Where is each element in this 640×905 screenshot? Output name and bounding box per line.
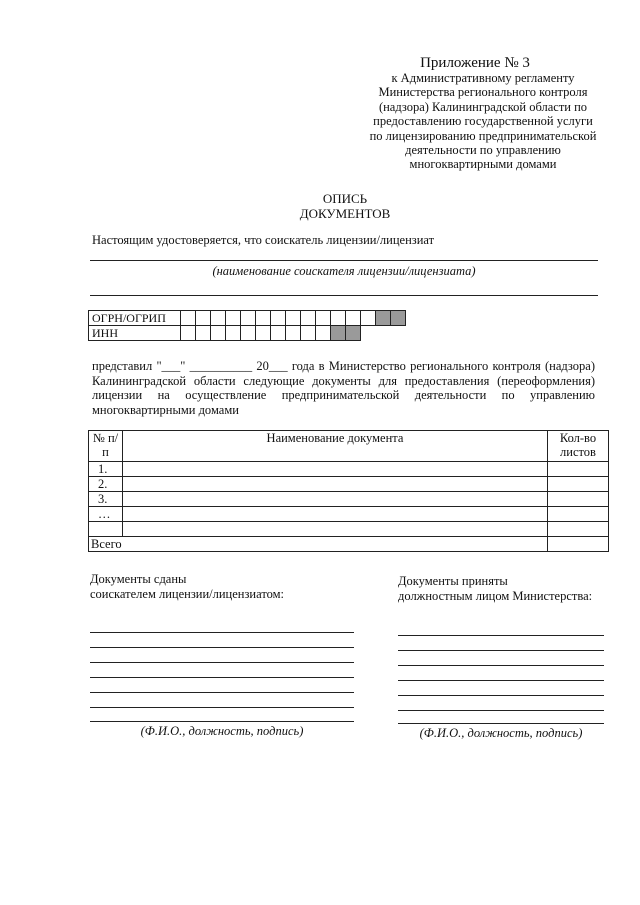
row-number: 3. <box>89 492 123 507</box>
row-sheet-count[interactable] <box>548 477 609 492</box>
table-header <box>89 431 609 462</box>
row-number: 1. <box>89 462 123 477</box>
inn-row <box>89 326 406 341</box>
right-signature-line[interactable] <box>398 695 604 696</box>
right-signature-line2: должностным лицом Министерства: <box>398 589 593 603</box>
row-doc-name[interactable] <box>123 522 548 537</box>
applicant-caption: (наименование соискателя лицензии/лицензиата) <box>212 264 476 278</box>
right-signature-line1: Документы приняты <box>398 574 508 588</box>
right-signature-line[interactable] <box>398 723 604 724</box>
total-label: Всего <box>89 537 548 552</box>
appendix-line: деятельности по управлению <box>405 143 561 158</box>
row-doc-name[interactable] <box>123 492 548 507</box>
inn-cell[interactable] <box>316 326 331 341</box>
right-signature-heading <box>398 574 592 604</box>
inn-cell-shaded[interactable] <box>346 326 361 341</box>
intro-text: Настоящим удостоверяется, что соискатель лицензии/лицензиат <box>92 233 435 247</box>
right-signature-line[interactable] <box>398 680 604 681</box>
table-row <box>89 477 609 492</box>
left-signature-line[interactable] <box>90 647 354 648</box>
ogrn-cell[interactable] <box>226 311 241 326</box>
ogrn-cell-shaded[interactable] <box>391 311 406 326</box>
table-row <box>89 462 609 477</box>
ogrn-cell[interactable] <box>346 311 361 326</box>
ogrn-cell[interactable] <box>181 311 196 326</box>
inn-label: ИНН <box>89 326 181 341</box>
header-num: № п/п <box>89 431 123 462</box>
left-signature-line[interactable] <box>90 707 354 708</box>
left-signature-line[interactable] <box>90 662 354 663</box>
ogrn-cell[interactable] <box>256 311 271 326</box>
row-sheet-count[interactable] <box>548 507 609 522</box>
documents-table <box>88 430 609 552</box>
ogrn-cell[interactable] <box>301 311 316 326</box>
inn-cell[interactable] <box>301 326 316 341</box>
ogrn-cell[interactable] <box>331 311 346 326</box>
right-signature-line[interactable] <box>398 710 604 711</box>
document-title <box>220 192 470 221</box>
header-count: Кол-во листов <box>548 431 609 462</box>
left-signature-line[interactable] <box>90 692 354 693</box>
inn-cell[interactable] <box>181 326 196 341</box>
inn-cell[interactable] <box>196 326 211 341</box>
ogrn-cell[interactable] <box>241 311 256 326</box>
inn-cell[interactable] <box>226 326 241 341</box>
right-signature-caption: (Ф.И.О., должность, подпись) <box>419 726 583 740</box>
left-signature-line[interactable] <box>90 632 354 633</box>
right-signature-line[interactable] <box>398 650 604 651</box>
inn-cell[interactable] <box>211 326 226 341</box>
document-title-line1: ОПИСЬ <box>322 191 368 206</box>
appendix-line: к Административному регламенту <box>391 71 575 85</box>
left-signature-line[interactable] <box>90 721 354 722</box>
left-signature-heading <box>90 572 284 602</box>
left-signature-line[interactable] <box>90 677 354 678</box>
ogrn-cell[interactable] <box>271 311 286 326</box>
left-signature-line2: соискателем лицензии/лицензиатом: <box>90 587 285 601</box>
table-row <box>89 492 609 507</box>
header-name: Наименование документа <box>123 431 548 462</box>
ogrn-label: ОГРН/ОГРИП <box>89 311 181 326</box>
appendix-line: предоставлению государственной услуги <box>373 114 593 129</box>
appendix-line: по лицензированию предпринимательской <box>369 128 597 143</box>
document-title-line2: ДОКУМЕНТОВ <box>299 205 391 221</box>
ogrn-cell[interactable] <box>196 311 211 326</box>
table-row <box>89 507 609 522</box>
row-number: 2. <box>89 477 123 492</box>
table-total-row <box>89 537 609 552</box>
inn-cell-shaded[interactable] <box>331 326 346 341</box>
appendix-text <box>352 71 614 172</box>
row-doc-name[interactable] <box>123 507 548 522</box>
row-sheet-count[interactable] <box>548 492 609 507</box>
ogrn-cell[interactable] <box>286 311 301 326</box>
ogrn-row <box>89 311 406 326</box>
inn-cell[interactable] <box>286 326 301 341</box>
presented-text: представил "___" __________ 20___ года в Министерство регионального контроля (надзора) Калининградской области следующие документы для предоставления (переоформления) лицензии на осуществление предпринимательской деятельности по управлению многоквартирными домами <box>92 359 595 417</box>
inn-cell[interactable] <box>256 326 271 341</box>
applicant-name-line-2[interactable] <box>90 295 598 296</box>
table-row <box>89 522 609 537</box>
left-signature-caption: (Ф.И.О., должность, подпись) <box>140 724 304 738</box>
row-number: … <box>89 507 123 522</box>
ogrn-cell-shaded[interactable] <box>376 311 391 326</box>
ogrn-cell[interactable] <box>211 311 226 326</box>
appendix-line: многоквартирными домами <box>409 157 557 172</box>
applicant-name-line[interactable] <box>90 260 598 261</box>
appendix-title: Приложение № 3 <box>420 55 530 71</box>
ogrn-cell[interactable] <box>316 311 331 326</box>
ids-grid <box>88 310 406 341</box>
appendix-line: Министерства регионального контроля <box>378 85 588 100</box>
row-number <box>89 522 123 537</box>
row-doc-name[interactable] <box>123 462 548 477</box>
row-doc-name[interactable] <box>123 477 548 492</box>
right-signature-line[interactable] <box>398 635 604 636</box>
row-sheet-count[interactable] <box>548 462 609 477</box>
total-sheet-count[interactable] <box>548 537 609 552</box>
inn-cell[interactable] <box>241 326 256 341</box>
appendix-line: (надзора) Калининградской области по <box>378 99 588 114</box>
right-signature-line[interactable] <box>398 665 604 666</box>
row-sheet-count[interactable] <box>548 522 609 537</box>
left-signature-line1: Документы сданы <box>90 572 187 586</box>
ogrn-cell[interactable] <box>361 311 376 326</box>
inn-cell[interactable] <box>271 326 286 341</box>
